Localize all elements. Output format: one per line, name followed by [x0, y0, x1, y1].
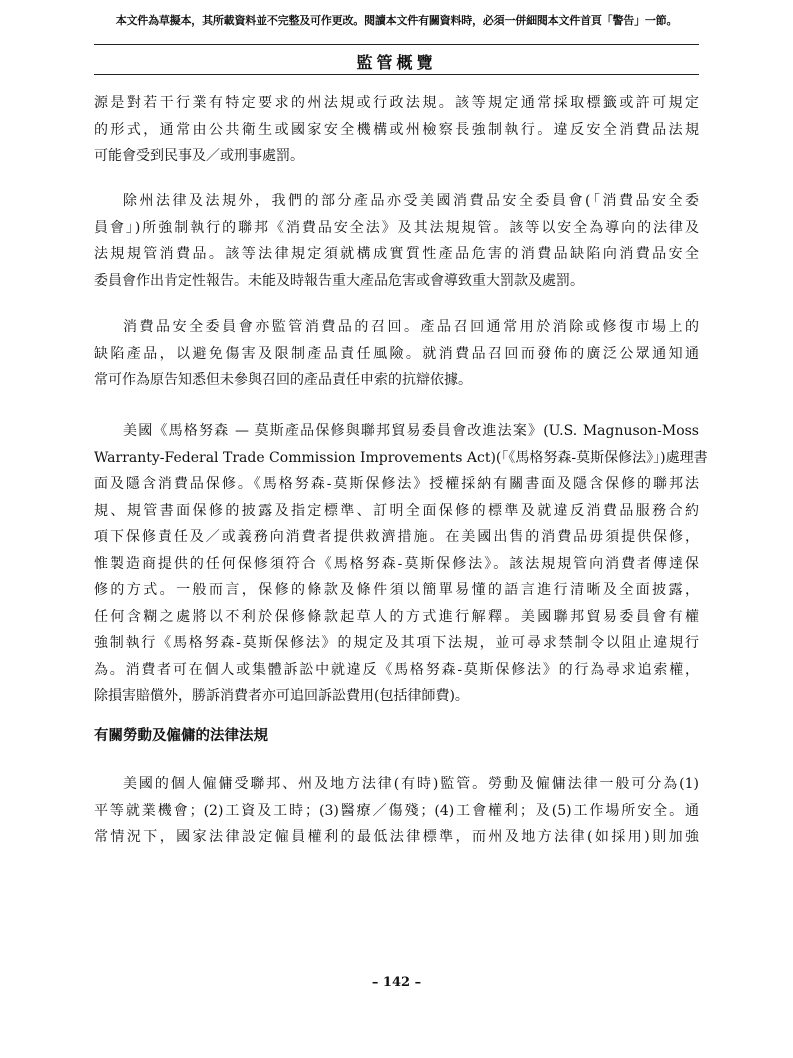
- text-line: 常情況下，國家法律設定僱員權利的最低法律標準，而州及地方法律(如採用)則加強: [94, 829, 699, 845]
- paragraph-state-regulations: [94, 90, 699, 170]
- text-line: 為。消費者可在個人或集體訴訟中就違反《馬格努森-莫斯保修法》的行為尋求追索權，: [94, 661, 699, 678]
- text-line: 常可作為原告知悉但未參與召回的產品責任申索的抗辯依據。: [94, 372, 472, 388]
- text-line: 規、規管書面保修的披露及指定標準、訂明全面保修的標準及就違反消費品服務合約: [94, 502, 699, 519]
- text-line: 強制執行《馬格努森-莫斯保修法》的規定及其項下法規，並可尋求禁制令以阻止違規行: [94, 635, 699, 651]
- header-rule-top: [94, 44, 699, 45]
- header-rule-bottom: [94, 74, 699, 75]
- text-line: Warranty-Federal Trade Commission Improvements Act)(「《馬格努森-莫斯保修法》」)處理書: [94, 449, 708, 466]
- text-line: 源是對若干行業有特定要求的州法規或行政法規。該等規定通常採取標籤或許可規定: [94, 95, 699, 111]
- text-line: 消費品安全委員會亦監管消費品的召回。產品召回通常用於消除或修復市場上的: [123, 319, 699, 335]
- paragraph-cpsc: [94, 188, 699, 294]
- subsection-heading: 有關勞動及僱傭的法律法規: [94, 727, 268, 744]
- text-line: 委員會作出肯定性報告。未能及時報告重大產品危害或會導致重大罰款及處罰。: [94, 272, 584, 289]
- text-line: 法規規管消費品。該等法律規定須就構成實質性產品危害的消費品缺陷向消費品安全: [94, 246, 699, 262]
- draft-disclaimer: 本文件為草擬本，其所載資料並不完整及可作更改。閱讀本文件有關資料時，必須一併細閱本文件首頁「警告」一節。: [115, 14, 678, 27]
- text-line: 美國的個人僱傭受聯邦、州及地方法律(有時)監管。勞動及僱傭法律一般可分為(1): [123, 776, 699, 792]
- text-line: 面及隱含消費品保修。《馬格努森-莫斯保修法》授權採納有關書面及隱含保修的聯邦法: [94, 476, 699, 492]
- text-line: 的形式，通常由公共衛生或國家安全機構或州檢察長強制執行。違反安全消費品法規: [94, 121, 699, 138]
- text-line: 平等就業機會；(2)工資及工時；(3)醫療／傷殘；(4)工會權利；及(5)工作場所安全。通: [94, 802, 699, 819]
- text-line: 缺陷產品，以避免傷害及限制產品責任風險。就消費品召回而發佈的廣泛公眾通知通: [94, 345, 699, 362]
- text-line: 任何含糊之處將以不利於保修條款起草人的方式進行解釋。美國聯邦貿易委員會有權: [94, 608, 699, 625]
- section-title: 監管概覽: [356, 53, 437, 72]
- paragraph-labor-employment: [94, 771, 699, 851]
- text-line: 修的方式。一般而言，保修的條款及條件須以簡單易懂的語言進行清晰及全面披露，: [94, 582, 699, 598]
- text-line: 除損害賠償外，勝訴消費者亦可追回訴訟費用(包括律師費)。: [94, 688, 469, 704]
- text-line: 除州法律及法規外，我們的部分產品亦受美國消費品安全委員會(「消費品安全委: [123, 193, 699, 209]
- paragraph-recalls: [94, 314, 699, 394]
- text-line: 可能會受到民事及／或刑事處罰。: [94, 148, 304, 164]
- text-line: 惟製造商提供的任何保修須符合《馬格努森-莫斯保修法》。該法規規管向消費者傳達保: [94, 555, 699, 572]
- text-line: 員會」)所強制執行的聯邦《消費品安全法》及其法規規管。該等以安全為導向的法律及: [94, 219, 699, 236]
- text-line: 項下保修責任及／或義務向消費者提供救濟措施。在美國出售的消費品毋須提供保修，: [94, 529, 699, 545]
- text-line: 美國《馬格努森 — 莫斯產品保修與聯邦貿易委員會改進法案》(U.S. Magnuson-Moss: [123, 423, 699, 439]
- paragraph-magnuson-moss: [94, 418, 708, 710]
- page-number: – 142 –: [371, 975, 422, 990]
